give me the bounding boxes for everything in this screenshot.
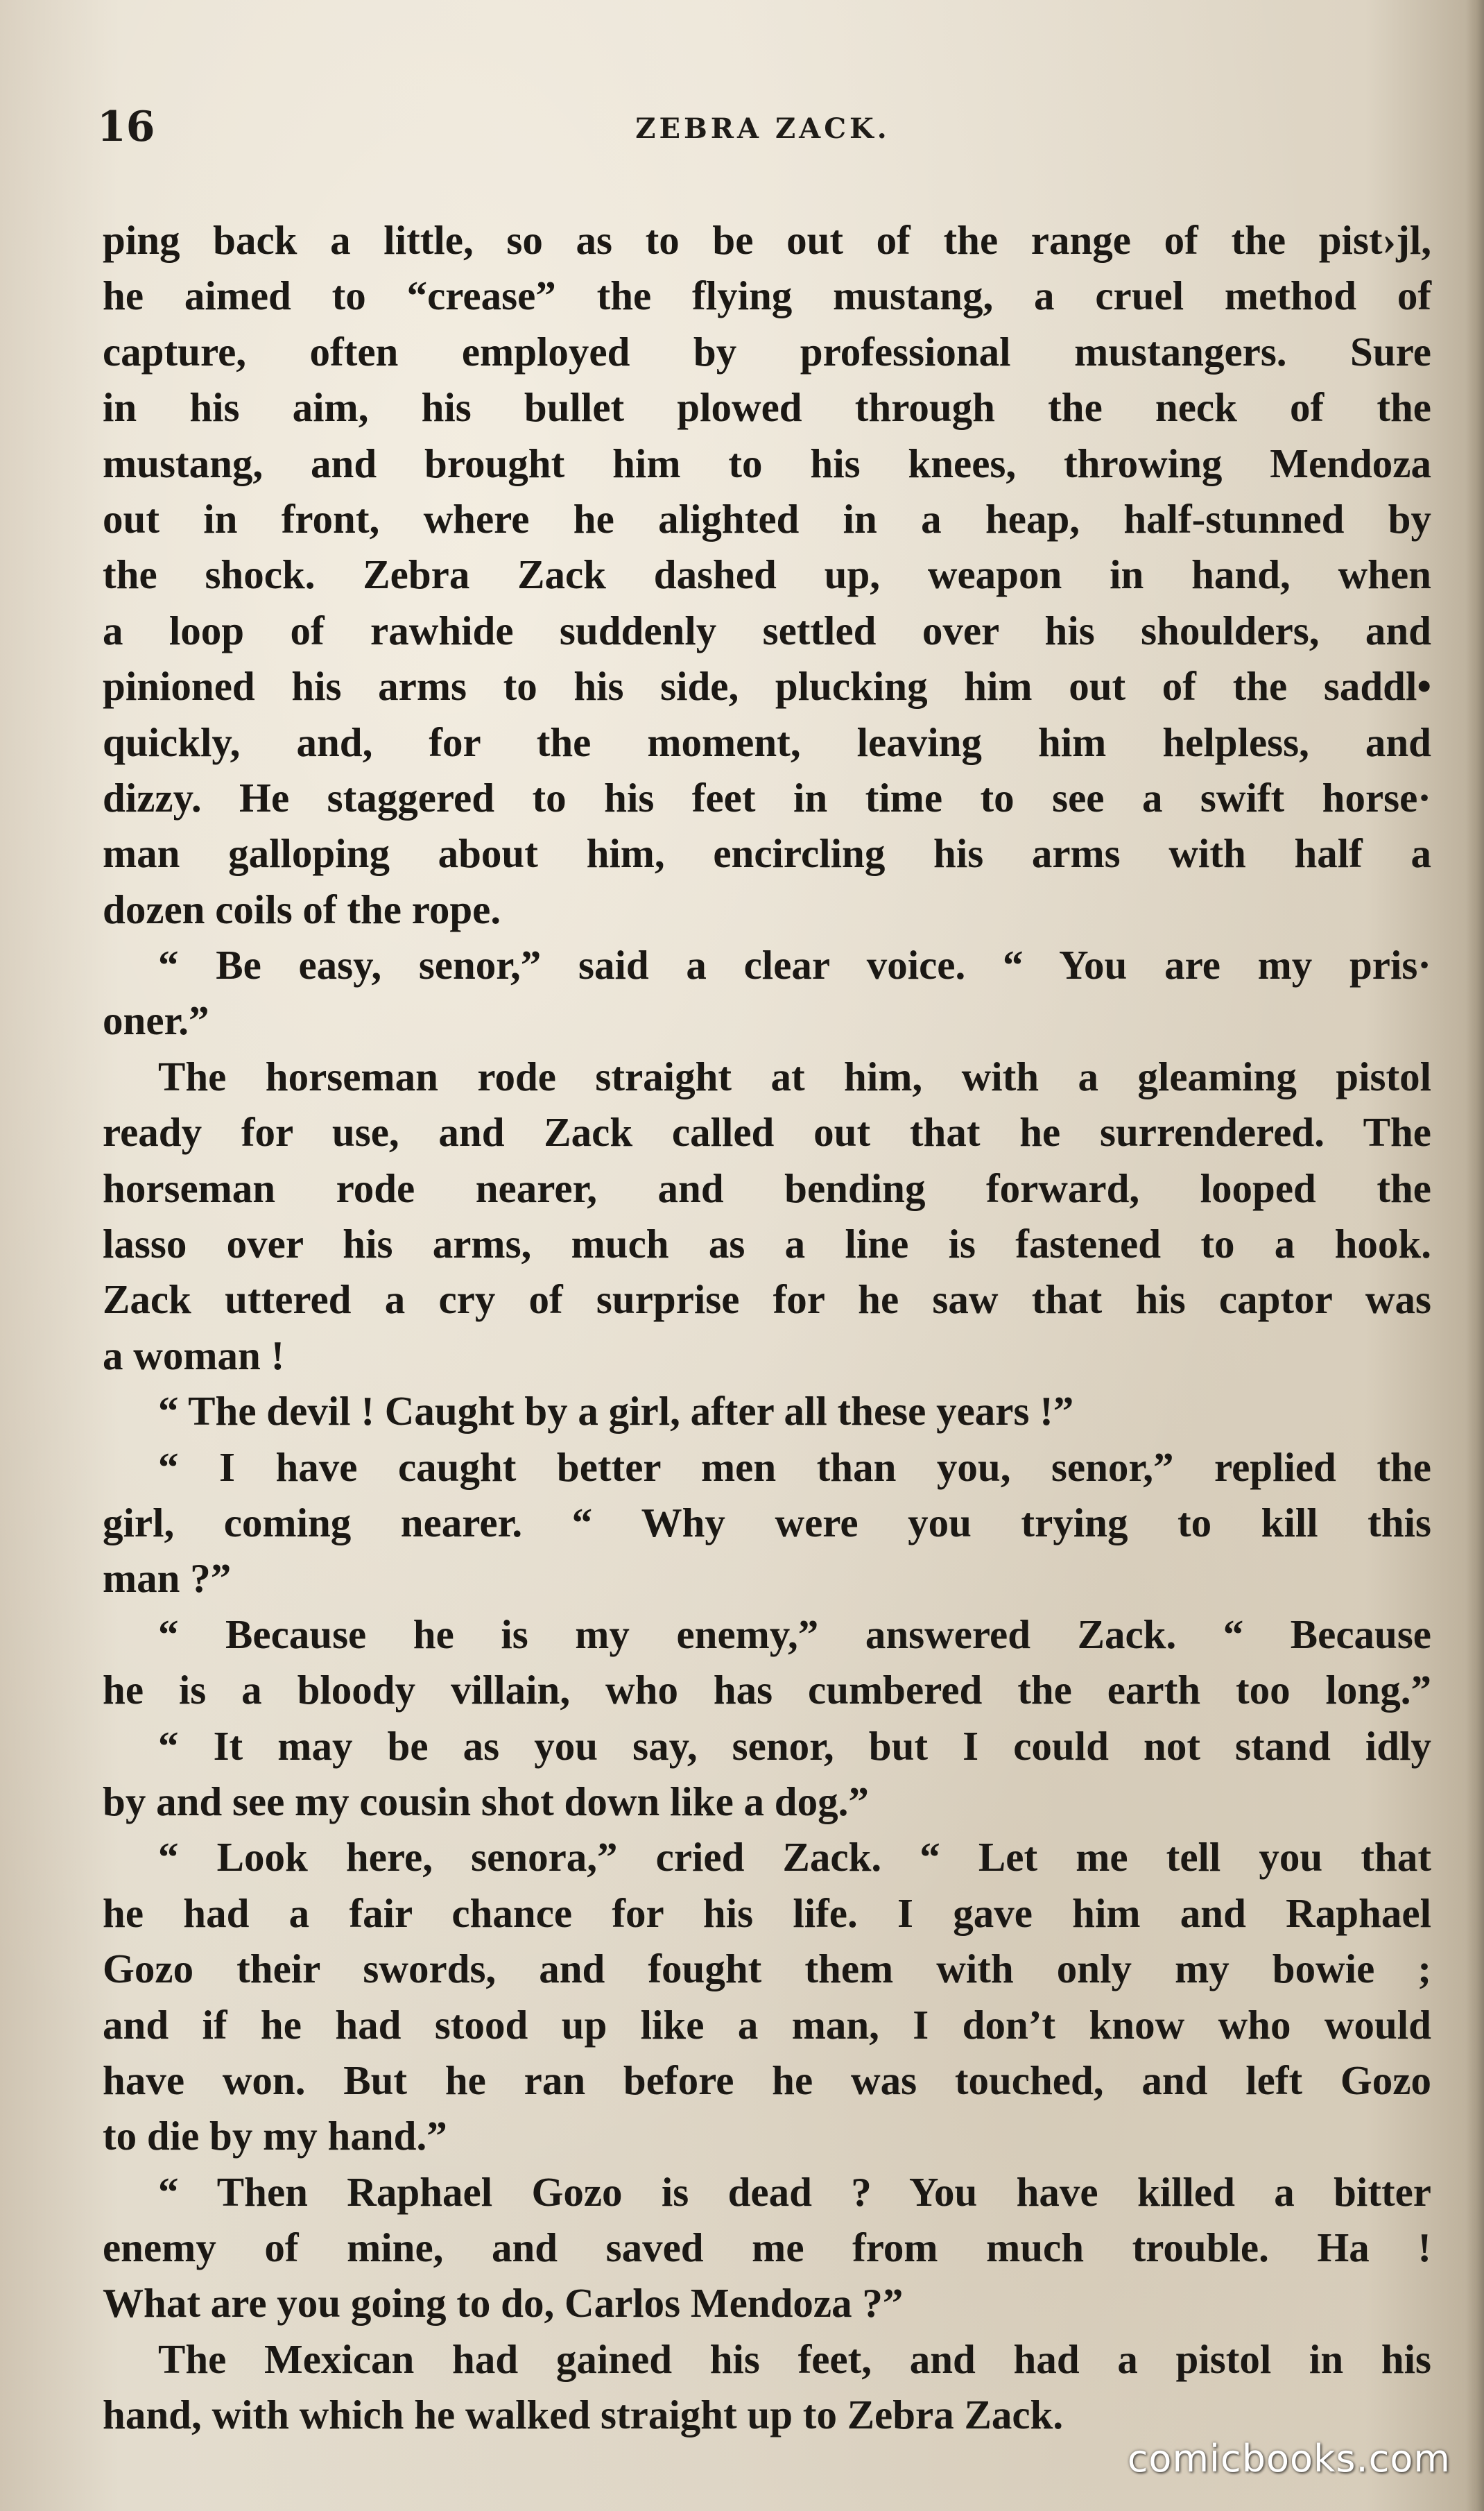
text-line: pinioned his arms to his side, plucking him out of the saddl• xyxy=(103,663,1431,710)
text-line: have won. But he ran before he was touched, and left Gozo xyxy=(103,2057,1431,2103)
text-line: man galloping about him, encircling his arms with half a xyxy=(103,830,1431,877)
text-line: dozen coils of the rope. xyxy=(103,886,501,932)
text-line: hand, with which he walked straight up to Zebra Zack. xyxy=(103,2392,1064,2438)
text-line: “ Look here, senora,” cried Zack. “ Let me tell you that xyxy=(158,1834,1431,1880)
text-line: a loop of rawhide suddenly settled over his shoulders, and xyxy=(103,607,1431,653)
site-watermark: comicbooks.com xyxy=(1127,2437,1451,2480)
page-number: 16 xyxy=(97,103,155,151)
text-line: Gozo their swords, and fought them with only my bowie ; xyxy=(103,1946,1431,1992)
text-line: he had a fair chance for his life. I gave him and Raphael xyxy=(103,1889,1431,1936)
text-line: mustang, and brought him to his knees, throwing Mendoza xyxy=(103,440,1431,486)
text-line: in his aim, his bullet plowed through the neck of the xyxy=(103,384,1431,431)
page-edge-shadow xyxy=(1466,0,1484,2511)
text-line: “ I have caught better men than you, senor,” replied the xyxy=(158,1443,1431,1490)
text-line: The Mexican had gained his feet, and had a pistol in his xyxy=(158,2336,1431,2382)
text-line: ready for use, and Zack called out that he surrendered. The xyxy=(103,1109,1431,1156)
text-line: the shock. Zebra Zack dashed up, weapon in hand, when xyxy=(103,551,1431,598)
text-line: dizzy. He staggered to his feet in time to see a swift horse· xyxy=(103,774,1431,821)
text-line: he aimed to “crease” the flying mustang, a cruel method of xyxy=(103,273,1431,319)
text-line: out in front, where he alighted in a heap, half-stunned by xyxy=(103,495,1431,542)
text-line: man ?” xyxy=(103,1555,232,1602)
text-line: enemy of mine, and saved me from much trouble. Ha ! xyxy=(103,2225,1431,2271)
text-line: ping back a little, so as to be out of the range of the pist›jl, xyxy=(103,217,1431,263)
text-line: horseman rode nearer, and bending forward, looped the xyxy=(103,1165,1431,1211)
text-line: lasso over his arms, much as a line is fastened to a hook. xyxy=(103,1221,1431,1267)
text-line: and if he had stood up like a man, I don’t know who would xyxy=(103,2001,1431,2048)
text-line: he is a bloody villain, who has cumbered the earth too long.” xyxy=(103,1667,1431,1713)
text-line: “ Be easy, senor,” said a clear voice. “ You are my pris· xyxy=(158,942,1431,988)
running-head: ZEBRA ZACK. xyxy=(635,112,890,145)
text-line: Zack uttered a cry of surprise for he saw that his captor was xyxy=(103,1276,1431,1323)
text-line: a woman ! xyxy=(103,1332,285,1378)
text-line: “ Then Raphael Gozo is dead ? You have killed a bitter xyxy=(158,2168,1431,2215)
text-line: What are you going to do, Carlos Mendoza ?” xyxy=(103,2280,904,2326)
text-line: girl, coming nearer. “ Why were you trying to kill this xyxy=(103,1499,1431,1545)
text-line: “ It may be as you say, senor, but I could not stand idly xyxy=(158,1722,1431,1769)
body-text xyxy=(103,212,1431,2443)
text-line: quickly, and, for the moment, leaving him helpless, and xyxy=(103,719,1431,765)
text-line: by and see my cousin shot down like a dog.” xyxy=(103,1778,869,1824)
text-line: “ The devil ! Caught by a girl, after all these years !” xyxy=(158,1388,1074,1434)
page-header xyxy=(97,103,1429,151)
text-line: to die by my hand.” xyxy=(103,2113,447,2159)
text-line: capture, often employed by professional mustangers. Sure xyxy=(103,328,1431,375)
text-line: oner.” xyxy=(103,997,209,1044)
text-line: The horseman rode straight at him, with a gleaming pistol xyxy=(158,1053,1431,1099)
text-line: “ Because he is my enemy,” answered Zack. “ Because xyxy=(158,1611,1431,1657)
